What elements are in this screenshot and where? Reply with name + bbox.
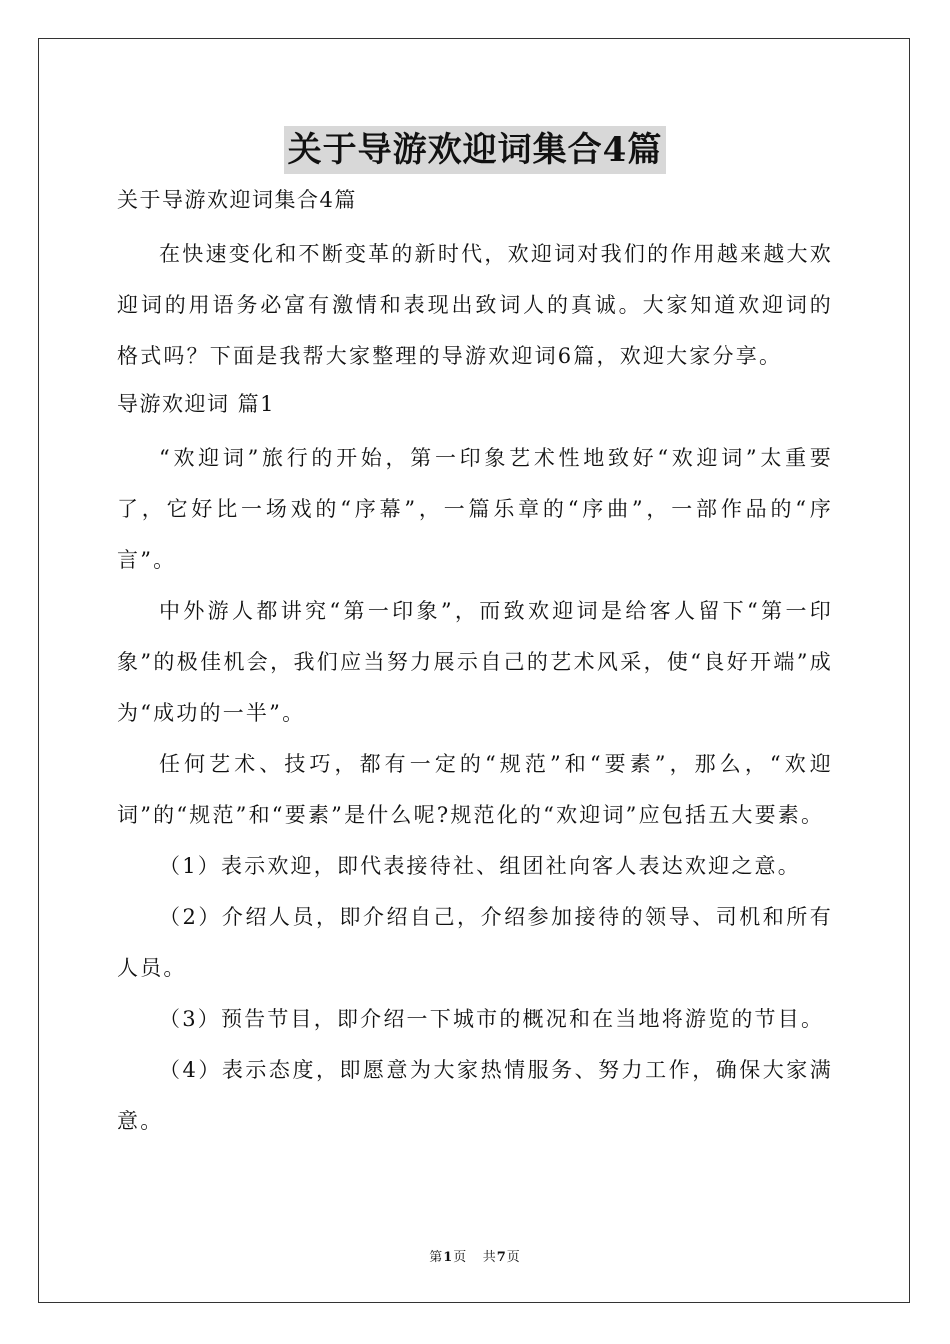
page-label-prefix: 第 <box>429 1250 444 1265</box>
document-title-wrap <box>0 126 950 174</box>
page-total: 7 <box>496 1250 507 1265</box>
page-current: 1 <box>443 1250 454 1265</box>
section-heading: 导游欢迎词 篇1 <box>117 392 276 416</box>
page-total-suffix: 页 <box>506 1250 521 1265</box>
page-label-suffix: 页 <box>453 1250 468 1265</box>
body-paragraph: “欢迎词”旅行的开始，第一印象艺术性地致好“欢迎词”太重要了，它好比一场戏的“序幕”，一篇乐章的“序曲”，一部作品的“序言”。 <box>117 446 833 572</box>
document-subtitle: 关于导游欢迎词集合4篇 <box>117 188 357 212</box>
intro-paragraph: 在快速变化和不断变革的新时代，欢迎词对我们的作用越来越大欢迎词的用语务必富有激情和表现出致词人的真诚。大家知道欢迎词的格式吗？下面是我帮大家整理的导游欢迎词6篇，欢迎大家分享。 <box>117 242 833 368</box>
list-item: （1）表示欢迎，即代表接待社、组团社向客人表达欢迎之意。 <box>159 854 801 878</box>
body-paragraph: 中外游人都讲究“第一印象”，而致欢迎词是给客人留下“第一印象”的极佳机会，我们应当努力展示自己的艺术风采，使“良好开端”成为“成功的一半”。 <box>117 599 833 725</box>
document-title: 关于导游欢迎词集合4篇 <box>284 126 667 174</box>
list-item: （2）介绍人员，即介绍自己，介绍参加接待的领导、司机和所有人员。 <box>117 905 833 980</box>
body-paragraph: 任何艺术、技巧，都有一定的“规范”和“要素”，那么，“欢迎词”的“规范”和“要素”是什么呢?规范化的“欢迎词”应包括五大要素。 <box>117 752 833 827</box>
page-total-prefix: 共 <box>482 1250 497 1265</box>
document-body <box>117 178 833 1147</box>
list-item: （4）表示态度，即愿意为大家热情服务、努力工作，确保大家满意。 <box>117 1058 833 1133</box>
list-item: （3）预告节目，即介绍一下城市的概况和在当地将游览的节目。 <box>159 1007 825 1031</box>
page-footer <box>0 1246 950 1265</box>
